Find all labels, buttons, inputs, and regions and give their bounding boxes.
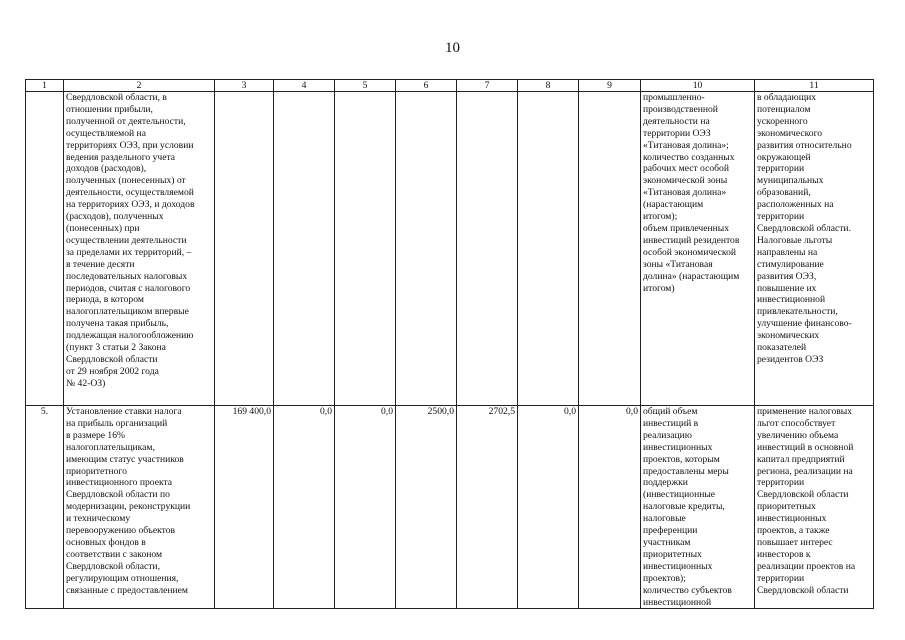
cell-col6: 2500,0 <box>396 406 457 609</box>
header-cell-7: 7 <box>457 80 518 92</box>
header-cell-6: 6 <box>396 80 457 92</box>
header-cell-11: 11 <box>755 80 874 92</box>
header-cell-5: 5 <box>335 80 396 92</box>
header-cell-2: 2 <box>64 80 215 92</box>
cell-number: 5. <box>26 406 64 609</box>
header-cell-3: 3 <box>215 80 274 92</box>
header-cell-8: 8 <box>518 80 579 92</box>
cell-description: Установление ставки налога на прибыль организаций в размере 16% налогоплательщикам, имеющим статус участников приоритетного инвестиционного проекта Свердловской области по модернизации, реконструкции и техническому перевооружению объектов основных фондов в соответствии с законом Свердловской области, регулирующим отношения, связанные с предоставлением <box>64 406 215 609</box>
cell-description: Свердловской области, в отношении прибыли, полученной от деятельности, осуществляемой на территориях ОЭЗ, при условии ведения раздельного учета доходов (расходов), полученных (понесенных) от деятельности, осуществляемой на территориях ОЭЗ, и доходов (расходов), полученных (понесенных) при осуществлении деятельности за пределами их территорий, – в течение десяти последовательных налоговых периодов, считая с налогового периода, в котором налогоплательщиком впервые получена такая прибыль, подлежащая налогообложению (пункт 3 статьи 2 Закона Свердловской области от 29 ноября 2002 года № 42-ОЗ) <box>64 92 215 406</box>
header-cell-4: 4 <box>274 80 335 92</box>
cell-col9: 0,0 <box>579 406 641 609</box>
cell-col7 <box>457 92 518 406</box>
cell-col4 <box>274 92 335 406</box>
page-number: 10 <box>445 40 460 56</box>
table-row-continued <box>26 92 874 406</box>
cell-col6 <box>396 92 457 406</box>
cell-col4: 0,0 <box>274 406 335 609</box>
tax-benefits-table <box>25 79 874 609</box>
cell-col7: 2702,5 <box>457 406 518 609</box>
cell-col8 <box>518 92 579 406</box>
header-cell-9: 9 <box>579 80 641 92</box>
cell-col9 <box>579 92 641 406</box>
cell-col3: 169 400,0 <box>215 406 274 609</box>
cell-indicators: промышленно- производственной деятельности на территории ОЭЗ «Титановая долина»; количество созданных рабочих мест особой экономической зоны «Титановая долина» (нарастающим итогом); объем привлеченных инвестиций резидентов особой экономической зоны «Титановая долина» (нарастающим итогом) <box>641 92 755 406</box>
table-row-5 <box>26 406 874 609</box>
cell-col8: 0,0 <box>518 406 579 609</box>
header-cell-10: 10 <box>641 80 755 92</box>
header-row <box>26 80 874 92</box>
cell-col3 <box>215 92 274 406</box>
cell-col5: 0,0 <box>335 406 396 609</box>
cell-rationale: применение налоговых льгот способствует увеличению объема инвестиций в основной капитал предприятий региона, реализации на территории Свердловской области приоритетных инвестиционных проектов, а также повышает интерес инвесторов к реализации проектов на территории Свердловской области <box>755 406 874 609</box>
cell-col5 <box>335 92 396 406</box>
cell-rationale: в обладающих потенциалом ускоренного экономического развития относительно окружающей территории муниципальных образований, расположенных на территории Свердловской области. Налоговые льготы направлены на стимулирование развития ОЭЗ, повышение их инвестиционной привлекательности, улучшение финансово- экономических показателей резидентов ОЭЗ <box>755 92 874 406</box>
cell-number <box>26 92 64 406</box>
cell-indicators: общий объем инвестиций в реализацию инвестиционных проектов, которым предоставлены меры поддержки (инвестиционные налоговые кредиты, налоговые преференции участникам приоритетных инвестиционных проектов); количество субъектов инвестиционной <box>641 406 755 609</box>
header-cell-1: 1 <box>26 80 64 92</box>
